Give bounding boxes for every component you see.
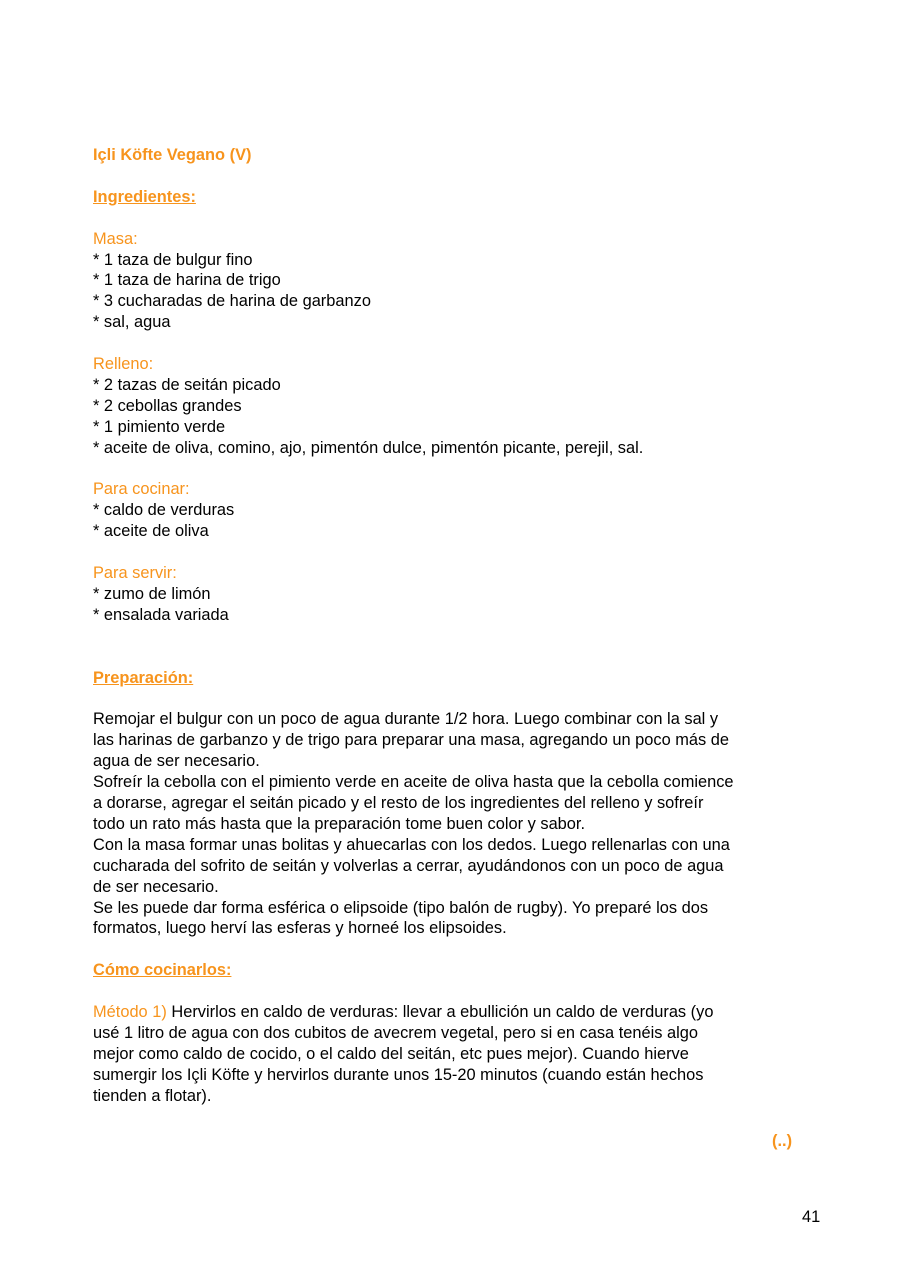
method-label: Método 1) xyxy=(93,1003,167,1022)
list-item: * ensalada variada xyxy=(93,605,229,624)
paragraph-line: de ser necesario. xyxy=(93,877,219,896)
paragraph-line: sumergir los Içli Köfte y hervirlos durante unos 15-20 minutos (cuando están hechos xyxy=(93,1065,704,1084)
paragraph-line: formatos, luego herví las esferas y horneé los elipsoides. xyxy=(93,919,507,938)
method-first-line xyxy=(93,1002,823,1023)
list-item: * zumo de limón xyxy=(93,584,211,603)
list-item: * 1 taza de bulgur fino xyxy=(93,250,253,269)
method-1 xyxy=(93,1002,823,1107)
paragraph-line: Sofreír la cebolla con el pimiento verde en aceite de oliva hasta que la cebolla comience xyxy=(93,773,734,792)
list-item: * aceite de oliva, comino, ajo, pimentón dulce, pimentón picante, perejil, sal. xyxy=(93,438,644,457)
paragraph-line: cucharada del sofrito de seitán y volverlas a cerrar, ayudándonos con un poco de agua xyxy=(93,856,724,875)
section-label: Relleno: xyxy=(93,355,154,374)
preparation-text xyxy=(93,709,823,939)
cooking-heading: Cómo cocinarlos: xyxy=(93,961,232,980)
section-label: Para servir: xyxy=(93,564,177,583)
section-para-servir xyxy=(93,563,823,626)
list-item: * 1 taza de harina de trigo xyxy=(93,271,281,290)
paragraph-line: Remojar el bulgur con un poco de agua durante 1/2 hora. Luego combinar con la sal y xyxy=(93,710,719,729)
preparation-heading: Preparación: xyxy=(93,668,194,687)
paragraph-line: tienden a flotar). xyxy=(93,1086,212,1105)
section-label: Masa: xyxy=(93,229,138,248)
paragraph-line: a dorarse, agregar el seitán picado y el resto de los ingredientes del relleno y sofreír xyxy=(93,793,704,812)
paragraph-line: mejor como caldo de cocido, o el caldo del seitán, etc pues mejor). Cuando hierve xyxy=(93,1044,689,1063)
recipe-title: Içli Köfte Vegano (V) xyxy=(93,146,252,164)
section-relleno xyxy=(93,354,823,459)
method-text: Hervirlos en caldo de verduras: llevar a ebullición un caldo de verduras (yo xyxy=(166,1003,714,1022)
list-item: * 1 pimiento verde xyxy=(93,417,226,436)
paragraph-line: las harinas de garbanzo y de trigo para preparar una masa, agregando un poco más de xyxy=(93,731,730,750)
paragraph-line: agua de ser necesario. xyxy=(93,752,260,771)
ingredients-heading: Ingredientes: xyxy=(93,187,196,206)
list-item: * caldo de verduras xyxy=(93,501,235,520)
page-number: 41 xyxy=(802,1208,821,1226)
list-item: * 2 cebollas grandes xyxy=(93,396,242,415)
list-item: * aceite de oliva xyxy=(93,522,209,541)
recipe-page xyxy=(93,145,823,1107)
section-label: Para cocinar: xyxy=(93,480,190,499)
paragraph-line: Se les puede dar forma esférica o elipsoide (tipo balón de rugby). Yo preparé los dos xyxy=(93,898,709,917)
list-item: * 3 cucharadas de harina de garbanzo xyxy=(93,292,371,311)
section-masa xyxy=(93,229,823,334)
list-item: * 2 tazas de seitán picado xyxy=(93,375,281,394)
paragraph-line: usé 1 litro de agua con dos cubitos de avecrem vegetal, pero si en casa tenéis algo xyxy=(93,1023,699,1042)
section-para-cocinar xyxy=(93,479,823,542)
list-item: * sal, agua xyxy=(93,313,171,332)
continued-marker: (..) xyxy=(772,1132,793,1150)
paragraph-line: Con la masa formar unas bolitas y ahuecarlas con los dedos. Luego rellenarlas con una xyxy=(93,835,730,854)
paragraph-line: todo un rato más hasta que la preparación tome buen color y sabor. xyxy=(93,814,586,833)
